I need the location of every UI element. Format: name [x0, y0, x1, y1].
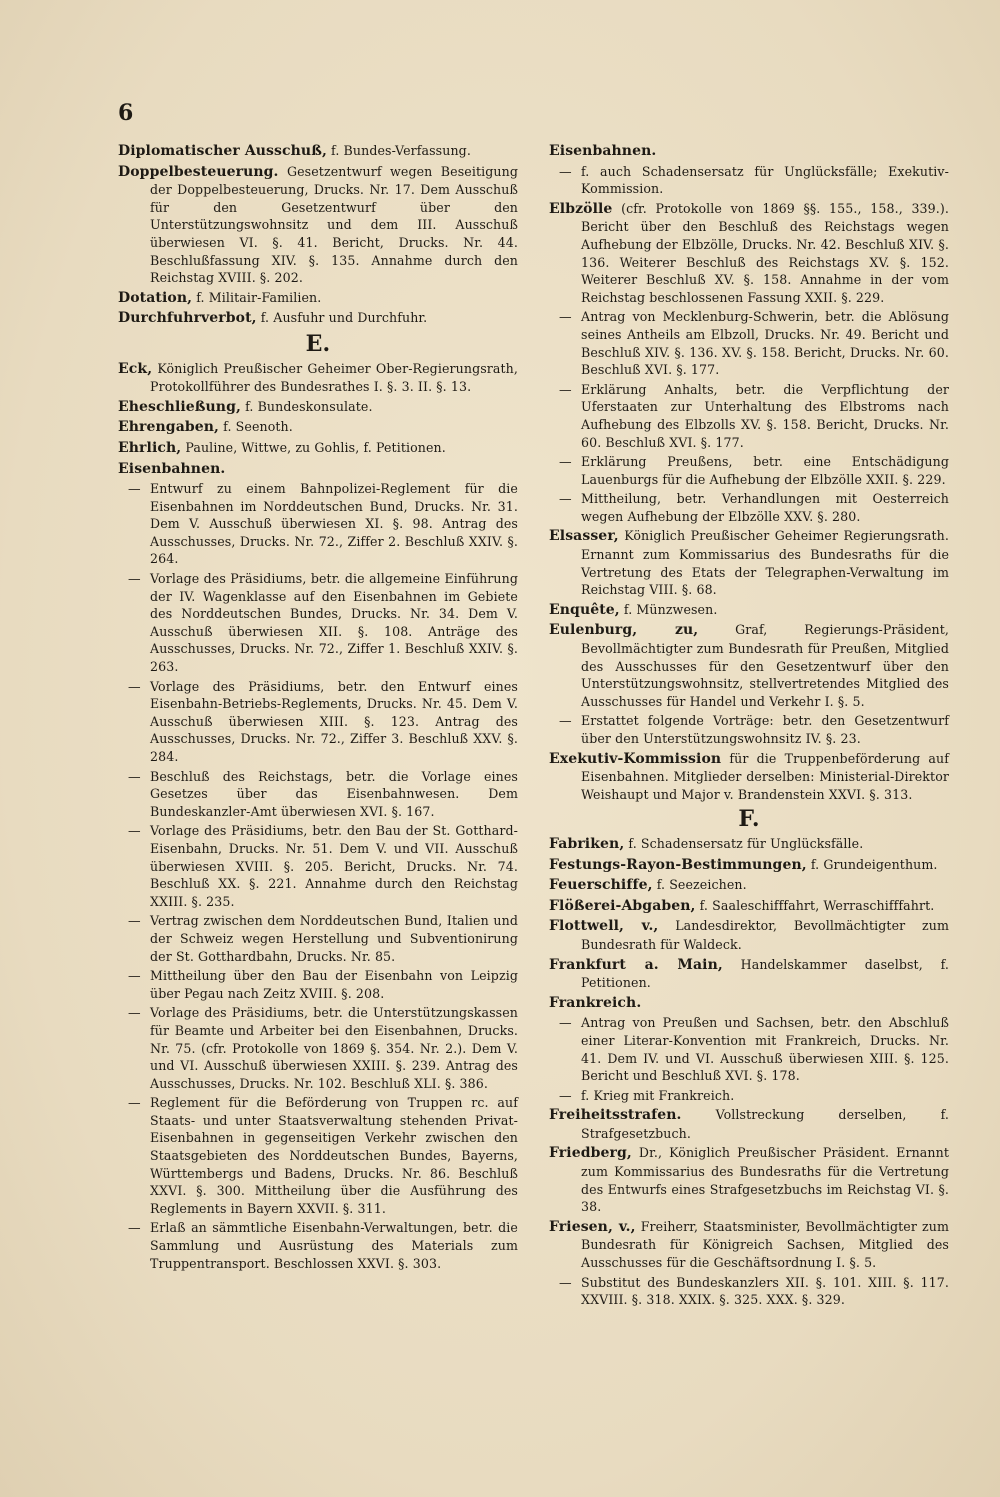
- entry-heading: Eisenbahnen.: [118, 460, 226, 477]
- dash-marker: —: [559, 491, 572, 507]
- index-entry: [118, 398, 518, 417]
- sub-entry: [118, 768, 518, 821]
- sub-entry-text: Vertrag zwischen dem Norddeutschen Bund, Italien und der Schweiz wegen Herstellung und Subventionirung der St. Gotthardbahn, Drucks. Nr. 85.: [150, 913, 518, 964]
- left-column: [118, 142, 518, 1274]
- sub-entry: [118, 912, 518, 965]
- entry-text: Pauline, Wittwe, zu Gohlis, f. Petitionen.: [185, 439, 446, 455]
- sub-entry-text: Erlaß an sämmtliche Eisenbahn-Verwaltungen, betr. die Sammlung und Ausrüstung des Materials zum Truppentransport. Beschlossen XXVI. §. 303.: [150, 1220, 518, 1271]
- sub-entry: [549, 163, 949, 198]
- sub-entry: [549, 1087, 949, 1105]
- sub-entry: [549, 453, 949, 488]
- entry-text: Landesdirektor, Bevollmächtigter zum Bundesrath für Waldeck.: [581, 918, 949, 952]
- entry-heading: Flößerei-Abgaben,: [549, 897, 696, 914]
- sub-entry: [118, 480, 518, 568]
- entry-text: Dr., Königlich Preußischer Präsident. Ernannt zum Kommissarius des Bundesraths für die Vertretung des Entwurfs eines Strafgesetzbuchs im Reichstag VI. §. 38.: [581, 1145, 949, 1215]
- sub-entry: [118, 570, 518, 676]
- dash-marker: —: [128, 768, 141, 784]
- sub-entry: [549, 1274, 949, 1309]
- index-entry: [118, 439, 518, 458]
- entry-heading: Fabriken,: [549, 835, 625, 852]
- entry-heading: Doppelbesteuerung.: [118, 163, 279, 180]
- sub-entry: [549, 1014, 949, 1084]
- sub-entry: [118, 1219, 518, 1272]
- sub-entry-text: Erklärung Anhalts, betr. die Verpflichtung der Uferstaaten zur Unterhaltung des Elbstroms nach Aufhebung des Elbzolls XV. §. 158. Bericht, Drucks. Nr. 60. Beschluß XVI. §. 177.: [581, 381, 949, 450]
- sub-entry-text: Antrag von Mecklenburg-Schwerin, betr. die Ablösung seines Antheils am Elbzoll, Drucks. Nr. 49. Bericht und Beschluß XIV. §. 136. XV. §. 158. Bericht, Drucks. Nr. 60. Beschluß XVI. §. 177.: [581, 309, 949, 378]
- index-entry: [549, 1106, 949, 1142]
- dash-marker: —: [128, 823, 141, 839]
- dash-marker: —: [128, 968, 141, 984]
- sub-entry: [118, 1094, 518, 1217]
- entry-text: f. Münzwesen.: [623, 601, 718, 617]
- sub-entry-text: Mittheilung, betr. Verhandlungen mit Oesterreich wegen Aufhebung der Elbzölle XXV. §. 280.: [581, 491, 949, 524]
- dash-marker: —: [128, 913, 141, 929]
- index-entry: [118, 289, 518, 308]
- entry-heading: Ehrlich,: [118, 439, 182, 456]
- dash-marker: —: [559, 454, 572, 470]
- sub-entry-text: Entwurf zu einem Bahnpolizei-Reglement für die Eisenbahnen im Norddeutschen Bund, Drucks. Nr. 31. Dem V. Ausschuß überwiesen XI. §. 98. Antrag des Ausschusses, Drucks. Nr. 72., Ziffer 2. Beschluß XXIV. §. 264.: [150, 481, 518, 567]
- dash-marker: —: [559, 163, 572, 179]
- entry-text: f. Schadensersatz für Unglücksfälle.: [628, 835, 864, 851]
- right-column: [549, 142, 949, 1311]
- sub-entry: [549, 712, 949, 747]
- index-entry: [118, 142, 518, 161]
- index-entry: [549, 1218, 949, 1272]
- entry-heading: Elsasser,: [549, 528, 619, 545]
- sub-entry-text: Erstattet folgende Vorträge: betr. den Gesetzentwurf über den Unterstützungswohnsitz IV. §. 23.: [581, 713, 949, 746]
- entry-text: Vollstreckung derselben, f. Strafgesetzbuch.: [581, 1107, 949, 1141]
- index-entry: [549, 200, 949, 307]
- entry-heading: Exekutiv-Kommission: [549, 750, 722, 767]
- entry-text: f. Bundes-Verfassung.: [331, 143, 471, 158]
- page-number: 6: [118, 100, 134, 126]
- entry-text: Königlich Preußischer Geheimer Regierungsrath. Ernannt zum Kommissarius des Bundesraths für die Vertretung des Etats der Telegraphen-Verwaltung im Reichstag VIII. §. 68.: [581, 528, 949, 598]
- index-entry: [118, 163, 518, 287]
- sub-entry-text: Vorlage des Präsidiums, betr. die Unterstützungskassen für Beamte und Arbeiter bei den Eisenbahnen, Drucks. Nr. 75. (cfr. Protokolle von 1869 §. 354. Nr. 2.). Dem V. und VI. Ausschuß überwiesen XXIII. §. 239. Antrag des Ausschusses, Drucks. Nr. 102. Beschluß XLI. §. 386.: [150, 1005, 518, 1091]
- entry-text: Graf, Regierungs-Präsident, Bevollmächtigter zum Bundesrath für Preußen, Mitglied des Ausschusses für den Gesetzentwurf über den Unterstützungswohnsitz, stellvertretendes Mitglied des Ausschusses für Handel und Verkehr I. §. 5.: [581, 622, 949, 709]
- entry-heading: Frankfurt a. Main,: [549, 956, 723, 973]
- index-entry: [118, 360, 518, 396]
- sub-entry-text: Beschluß des Reichstags, betr. die Vorlage eines Gesetzes über das Eisenbahnwesen. Dem Bundeskanzler-Amt überwiesen XVI. §. 167.: [150, 768, 518, 819]
- sub-entry-text: Antrag von Preußen und Sachsen, betr. den Abschluß einer Literar-Konvention mit Frankreich, Drucks. Nr. 41. Dem IV. und VI. Ausschuß überwiesen XIII. §. 125. Bericht und Beschluß XVI. §. 178.: [581, 1015, 949, 1084]
- sub-entry: [118, 967, 518, 1002]
- index-entry: [118, 460, 518, 479]
- sub-entry: [118, 678, 518, 766]
- index-entry: [549, 1144, 949, 1215]
- index-entry: [549, 856, 949, 875]
- dash-marker: —: [128, 1005, 141, 1021]
- dash-marker: —: [559, 1015, 572, 1031]
- sub-entry-text: Erklärung Preußens, betr. eine Entschädigung Lauenburgs für die Aufhebung der Elbzölle XXII. §. 229.: [581, 454, 949, 487]
- entry-text: Freiherr, Staatsminister, Bevollmächtigter zum Bundesrath für Königreich Sachsen, Mitglied des Ausschusses für die Geschäftsordnung I. §. 5.: [581, 1218, 950, 1271]
- entry-heading: Friedberg,: [549, 1145, 632, 1162]
- entry-heading: Enquête,: [549, 601, 620, 618]
- entry-heading: Elbzölle: [549, 200, 613, 217]
- dash-marker: —: [128, 1220, 141, 1236]
- dash-marker: —: [559, 713, 572, 729]
- entry-heading: Friesen, v.,: [549, 1218, 636, 1235]
- sub-entry: [549, 381, 949, 451]
- dash-marker: —: [559, 381, 572, 397]
- dash-marker: —: [128, 1095, 141, 1111]
- entry-heading: Ehrengaben,: [118, 419, 220, 436]
- dash-marker: —: [559, 1087, 572, 1103]
- sub-entry-text: f. Krieg mit Frankreich.: [581, 1087, 735, 1103]
- index-entry: [549, 956, 949, 992]
- entry-heading: Eisenbahnen.: [549, 143, 657, 159]
- index-entry: [549, 750, 949, 804]
- index-entry: [549, 142, 949, 161]
- sub-entry: [549, 308, 949, 378]
- sub-entry-text: Mittheilung über den Bau der Eisenbahn von Leipzig über Pegau nach Zeitz XVIII. §. 208.: [150, 968, 518, 1001]
- entry-text: Gesetzentwurf wegen Beseitigung der Doppelbesteuerung, Drucks. Nr. 17. Dem Ausschuß für den Gesetzentwurf über den Unterstützungswohnsitz und dem III. Ausschuß überwiesen VI. §. 41. Bericht, Drucks. Nr. 44. Beschlußfassung XIV. §. 135. Annahme durch den Reichstag XVIII. §. 202.: [150, 163, 518, 286]
- entry-heading: Frankreich.: [549, 994, 642, 1011]
- entry-text: Königlich Preußischer Geheimer Ober-Regierungsrath, Protokollführer des Bundesrathes I. §. 3. II. §. 13.: [150, 360, 518, 395]
- dash-marker: —: [559, 1274, 572, 1290]
- sub-entry-text: Vorlage des Präsidiums, betr. den Entwurf eines Eisenbahn-Betriebs-Reglements, Drucks. Nr. 45. Dem V. Ausschuß überwiesen XIII. §. 123. Antrag des Ausschusses, Drucks. Nr. 72., Ziffer 3. Beschluß XXV. §. 284.: [150, 678, 518, 764]
- index-entry: [549, 835, 949, 854]
- index-entry: [549, 917, 949, 953]
- entry-heading: Diplomatischer Ausschuß,: [118, 143, 327, 159]
- entry-text: f. Seenoth.: [223, 419, 293, 435]
- entry-text: (cfr. Protokolle von 1869 §§. 155., 158., 339.). Bericht über den Beschluß des Reichstags wegen Aufhebung der Elbzölle, Drucks. Nr. 42. Beschluß XIV. §. 136. Weiterer Beschluß des Reichstags XV. §. 152. Weiterer Beschluß XV. §. 158. Annahme in der vom Reichstag beschlossenen Fassung XXII. §. 229.: [581, 200, 950, 305]
- sub-entry-text: Vorlage des Präsidiums, betr. die allgemeine Einführung der IV. Wagenklasse auf den Eisenbahnen im Gebiete des Norddeutschen Bundes, Drucks. Nr. 34. Dem V. Ausschuß überwiesen XII. §. 108. Anträge des Ausschusses, Drucks. Nr. 72., Ziffer 1. Beschluß XXIV. §. 263.: [150, 571, 518, 675]
- dash-marker: —: [559, 309, 572, 325]
- section-letter: E.: [305, 330, 331, 357]
- sub-entry-text: f. auch Schadensersatz für Unglücksfälle; Exekutiv-Kommission.: [581, 163, 949, 197]
- dash-marker: —: [128, 571, 141, 587]
- entry-text: f. Militair-Familien.: [196, 289, 322, 305]
- dash-marker: —: [128, 481, 141, 497]
- index-entry: [118, 309, 518, 328]
- sub-entry: [549, 490, 949, 525]
- entry-text: f. Seezeichen.: [656, 877, 747, 893]
- sub-entry-text: Substitut des Bundeskanzlers XII. §. 101. XIII. §. 117. XXVIII. §. 318. XXIX. §. 325. XXX. §. 329.: [581, 1274, 949, 1308]
- entry-heading: Feuerschiffe,: [549, 877, 653, 894]
- index-entry: [549, 621, 949, 710]
- sub-entry-text: Vorlage des Präsidiums, betr. den Bau der St. Gotthard-Eisenbahn, Drucks. Nr. 51. Dem V. und VII. Ausschuß überwiesen XVIII. §. 205. Bericht, Drucks. Nr. 74. Beschluß XX. §. 221. Annahme durch den Reichstag XXIII. §. 235.: [150, 823, 518, 909]
- entry-text: für die Truppenbeförderung auf Eisenbahnen. Mitglieder derselben: Ministerial-Direktor Weishaupt und Major v. Brandenstein XXVI. §. 313.: [581, 750, 949, 802]
- section-letter: F.: [738, 806, 760, 833]
- entry-heading: Festungs-Rayon-Bestimmungen,: [549, 856, 807, 873]
- dash-marker: —: [128, 678, 141, 694]
- sub-entry: [118, 822, 518, 910]
- entry-heading: Freiheitsstrafen.: [549, 1107, 682, 1124]
- entry-heading: Dotation,: [118, 289, 193, 306]
- entry-text: Handelskammer daselbst, f. Petitionen.: [581, 956, 949, 991]
- entry-heading: Durchfuhrverbot,: [118, 310, 257, 327]
- entry-heading: Eulenburg, zu,: [549, 622, 699, 639]
- entry-text: f. Bundeskonsulate.: [245, 398, 373, 414]
- sub-entry-text: Reglement für die Beförderung von Truppen rc. auf Staats- und unter Staatsverwaltung stehenden Privat-Eisenbahnen in gegenseitigen Verkehr zwischen den Staatsgebieten des Norddeutschen Bundes, Bayerns, Württembergs und Badens, Drucks. Nr. 86. Beschluß XXVI. §. 300. Mittheilung über die Ausführung des Reglements in Bayern XXVII. §. 311.: [150, 1095, 518, 1216]
- entry-text: f. Saaleschifffahrt, Werraschifffahrt.: [699, 897, 935, 913]
- entry-heading: Eheschließung,: [118, 398, 241, 415]
- entry-text: f. Ausfuhr und Durchfuhr.: [260, 310, 428, 326]
- index-entry: [549, 994, 949, 1013]
- entry-heading: Eck,: [118, 360, 153, 377]
- index-entry: [549, 527, 949, 598]
- entry-heading: Flottwell, v.,: [549, 918, 659, 935]
- sub-entry: [118, 1004, 518, 1092]
- index-entry: [549, 876, 949, 895]
- index-entry: [549, 897, 949, 916]
- entry-text: f. Grundeigenthum.: [810, 856, 938, 872]
- index-entry: [549, 601, 949, 620]
- index-entry: [118, 418, 518, 437]
